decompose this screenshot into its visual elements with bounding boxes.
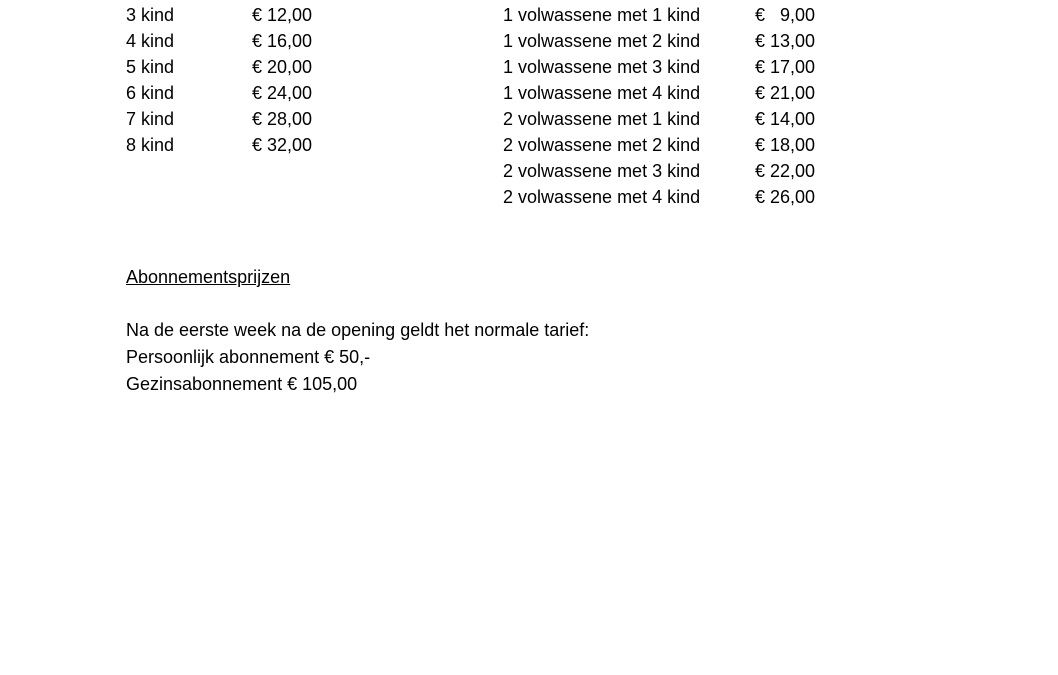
table-row-price: € 13,00: [755, 31, 816, 51]
table-row-price: € 28,00: [252, 109, 313, 129]
paragraph-line: Gezinsabonnement € 105,00: [126, 374, 358, 394]
table-row-price: € 14,00: [755, 109, 816, 129]
table-row-price: € 18,00: [755, 135, 816, 155]
table-row-label: 5 kind: [126, 57, 175, 77]
paragraph-line: Persoonlijk abonnement € 50,-: [126, 347, 371, 367]
table-row-label: 4 kind: [126, 31, 175, 51]
table-row-label: 2 volwassene met 1 kind: [503, 109, 701, 129]
table-row-price: € 20,00: [252, 57, 313, 77]
family-table-labels: [503, 2, 700, 210]
table-row-price: € 9,00: [755, 5, 816, 25]
table-row-label: 8 kind: [126, 135, 175, 155]
table-row-label: 1 volwassene met 1 kind: [503, 5, 701, 25]
table-row-label: 2 volwassene met 3 kind: [503, 161, 701, 181]
table-row-label: 6 kind: [126, 83, 175, 103]
table-row-label: 1 volwassene met 3 kind: [503, 57, 701, 77]
table-row-price: € 26,00: [755, 187, 816, 207]
section-heading: Abonnementsprijzen: [126, 267, 291, 287]
table-row-label: 1 volwassene met 2 kind: [503, 31, 701, 51]
family-table-prices: [755, 2, 815, 210]
kids-table-labels: [126, 2, 174, 158]
table-row-price: € 32,00: [252, 135, 313, 155]
table-row-price: € 21,00: [755, 83, 816, 103]
kids-table-prices: [252, 2, 312, 158]
table-row-label: 1 volwassene met 4 kind: [503, 83, 701, 103]
table-row-price: € 24,00: [252, 83, 313, 103]
subscription-paragraph: [126, 317, 589, 398]
table-row-price: € 17,00: [755, 57, 816, 77]
table-row-label: 3 kind: [126, 5, 175, 25]
table-row-label: 7 kind: [126, 109, 175, 129]
table-row-label: 2 volwassene met 2 kind: [503, 135, 701, 155]
table-row-price: € 12,00: [252, 5, 313, 25]
table-row-price: € 16,00: [252, 31, 313, 51]
table-row-price: € 22,00: [755, 161, 816, 181]
paragraph-line: Na de eerste week na de opening geldt het normale tarief:: [126, 320, 590, 340]
table-row-label: 2 volwassene met 4 kind: [503, 187, 701, 207]
